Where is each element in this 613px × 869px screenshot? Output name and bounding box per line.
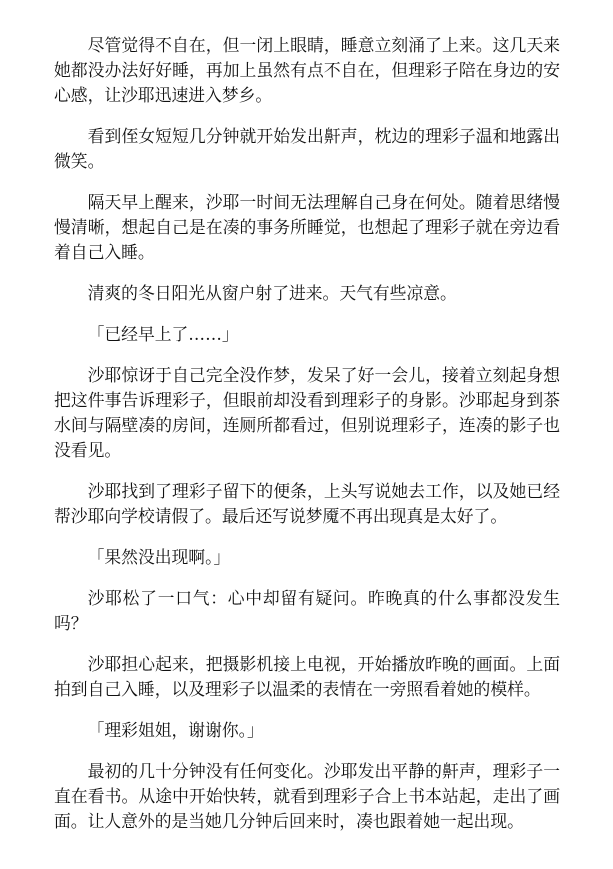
dialogue-line: 「已经早上了……」 [87,324,239,344]
paragraph: 最初的几十分钟没有任何变化。沙耶发出平静的鼾声，理彩子一直在看书。从途中开始快转，就看到理彩子合上书本站起，走出了画面。让人意外的是当她几分钟后回来时，凑也跟着她一起出现。 [54,761,560,831]
paragraph: 沙耶担心起来，把摄影机接上电视，开始播放昨晚的画面。上面拍到自己入睡，以及理彩子以温柔的表情在一旁照看着她的模样。 [54,654,560,699]
paragraph: 看到侄女短短几分钟就开始发出鼾声，枕边的理彩子温和地露出微笑。 [54,126,560,171]
document-page [54,33,560,834]
paragraph: 隔天早上醒来，沙耶一时间无法理解自己身在何处。随着思绪慢慢清晰，想起自己是在凑的事务所睡觉，也想起了理彩子就在旁边看着自己入睡。 [54,192,560,262]
paragraph: 尽管觉得不自在，但一闭上眼睛，睡意立刻涌了上来。这几天来她都没办法好好睡，再加上虽然有点不自在，但理彩子陪在身边的安心感，让沙耶迅速进入梦乡。 [54,35,560,105]
paragraph: 沙耶惊讶于自己完全没作梦，发呆了好一会儿，接着立刻起身想把这件事告诉理彩子，但眼前却没看到理彩子的身影。沙耶起身到茶水间与隔壁凑的房间，连厕所都看过，但别说理彩子，连凑的影子也没看见。 [54,365,560,460]
paragraph: 清爽的冬日阳光从窗户射了进来。天气有些凉意。 [87,283,457,303]
dialogue-line: 「果然没出现啊。」 [87,547,231,567]
paragraph: 沙耶找到了理彩子留下的便条，上头写说她去工作，以及她已经帮沙耶向学校请假了。最后还写说梦魇不再出现真是太好了。 [54,481,560,526]
paragraph: 沙耶松了一口气：心中却留有疑问。昨晚真的什么事都没发生吗？ [54,588,560,633]
dialogue-line: 「理彩姐姐，谢谢你。」 [87,720,264,740]
